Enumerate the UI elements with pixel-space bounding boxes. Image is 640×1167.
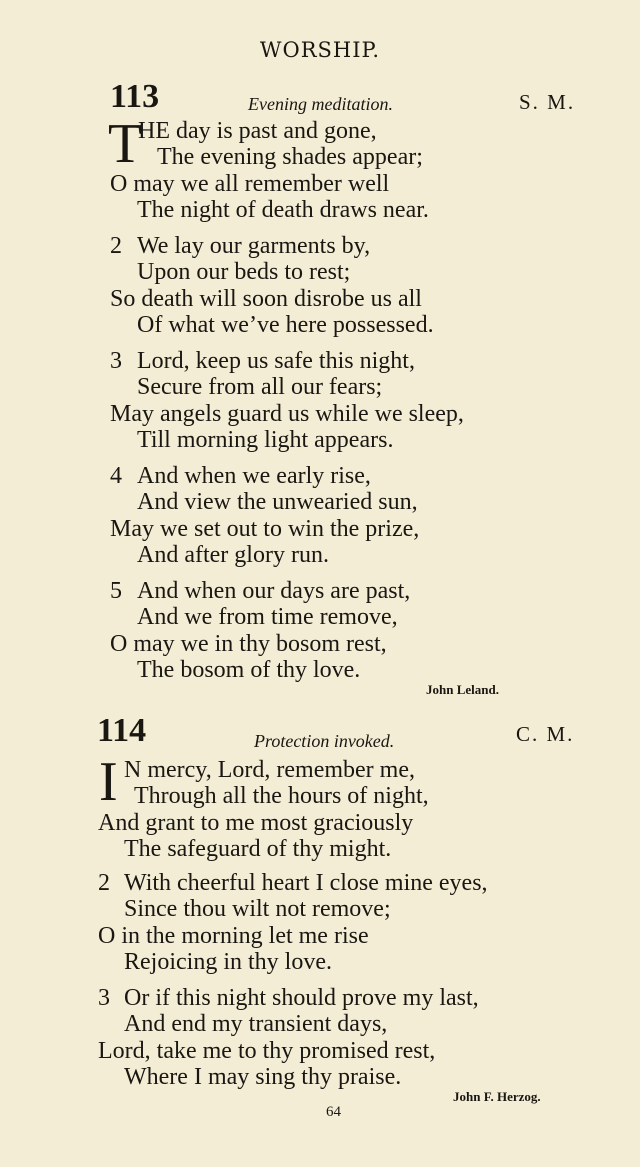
verse-line: And when our days are past, [137, 578, 411, 604]
verse-line: And grant to me most graciously [98, 810, 414, 836]
verse-line: And view the unwearied sun, [137, 489, 418, 515]
verse-line: Till morning light appears. [137, 427, 394, 453]
hymn-author: John Leland. [426, 682, 499, 697]
drop-cap: T [108, 113, 143, 175]
verse-line: And when we early rise, [137, 463, 371, 489]
hymn-title: Evening meditation. [248, 94, 393, 114]
verse-line: Through all the hours of night, [134, 783, 429, 809]
verse-line: O may we all remember well [110, 171, 390, 197]
verse-line: N mercy, Lord, remember me, [124, 757, 415, 783]
verse-number: 3 [110, 348, 122, 374]
verse-line: Since thou wilt not remove; [124, 896, 391, 922]
hymn-number: 113 [110, 78, 160, 115]
hymn-meter: C. M. [516, 722, 575, 746]
hymn-title: Protection invoked. [254, 731, 395, 751]
hymn-author: John F. Herzog. [453, 1089, 541, 1104]
hymn-number: 114 [97, 712, 147, 749]
verse-line: O in the morning let me rise [98, 923, 369, 949]
verse-line: O may we in thy bosom rest, [110, 631, 387, 657]
verse-number: 4 [110, 463, 122, 489]
verse-line: And we from time remove, [137, 604, 398, 630]
verse-number: 2 [98, 870, 110, 896]
verse-line: The bosom of thy love. [137, 657, 361, 683]
verse-line: And after glory run. [137, 542, 329, 568]
page-number: 64 [326, 1104, 341, 1120]
verse-line: Lord, take me to thy promised rest, [98, 1038, 436, 1064]
verse-line: The safeguard of thy might. [124, 836, 392, 862]
verse-line: Secure from all our fears; [137, 374, 383, 400]
verse-number: 5 [110, 578, 122, 604]
verse-line: Where I may sing thy praise. [124, 1064, 402, 1090]
verse-line: The evening shades appear; [157, 144, 423, 170]
drop-cap: I [99, 751, 118, 813]
verse-number: 2 [110, 233, 122, 259]
verse-line: So death will soon disrobe us all [110, 286, 422, 312]
verse-line: Lord, keep us safe this night, [137, 348, 415, 374]
verse-line: We lay our garments by, [137, 233, 371, 259]
verse-line: Upon our beds to rest; [137, 259, 351, 285]
verse-line: Or if this night should prove my last, [124, 985, 479, 1011]
verse-line: Of what we’ve here possessed. [137, 312, 434, 338]
verse-line: And end my transient days, [124, 1011, 388, 1037]
verse-line: With cheerful heart I close mine eyes, [124, 870, 488, 896]
hymn-meter: S. M. [519, 90, 576, 114]
verse-line: HE day is past and gone, [138, 118, 377, 144]
page-header: WORSHIP. [259, 38, 381, 62]
verse-line: May we set out to win the prize, [110, 516, 420, 542]
verse-line: The night of death draws near. [137, 197, 429, 223]
verse-line: May angels guard us while we sleep, [110, 401, 464, 427]
verse-number: 3 [98, 985, 110, 1011]
verse-line: Rejoicing in thy love. [124, 949, 332, 975]
